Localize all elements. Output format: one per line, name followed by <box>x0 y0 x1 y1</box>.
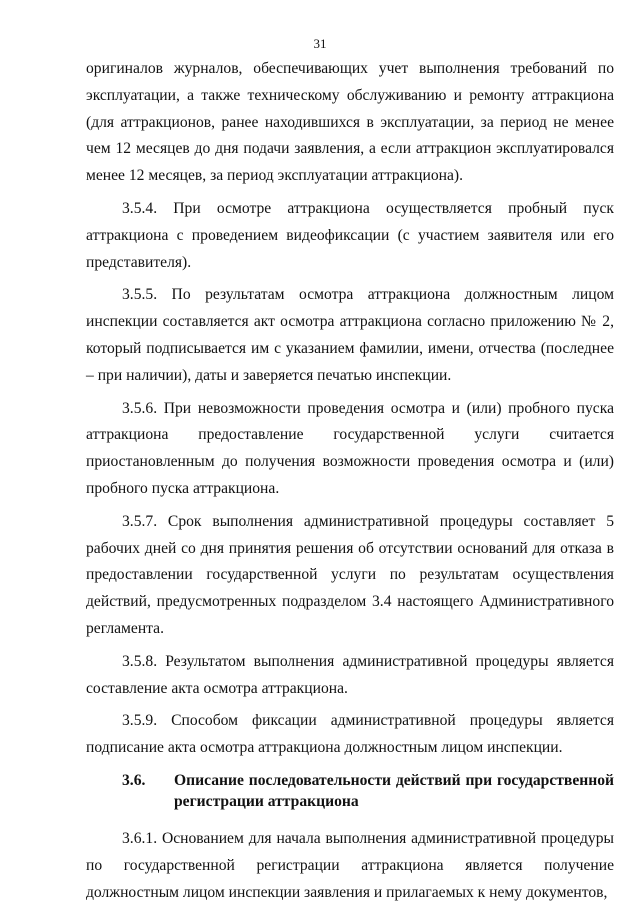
paragraph-continuation: оригиналов журналов, обеспечивающих учет выполнения требований по эксплуатации, а также техническому обслуживанию и ремонту аттракциона (для аттракционов, ранее находившихся в эксплуатации, за период не менее чем 12 месяцев до дня подачи заявления, а если аттракцион эксплуатировался менее 12 месяцев, за период эксплуатации аттракциона). <box>86 60 614 185</box>
section-heading-title: Описание последовательности действий при государственной регистрации аттракциона <box>174 771 614 810</box>
section-heading <box>86 770 614 812</box>
paragraph-3-5-9: 3.5.9. Способом фиксации административной процедуры является подписание акта осмотра аттракциона должностным лицом инспекции. <box>86 712 614 757</box>
paragraph-3-5-8: 3.5.8. Результатом выполнения административной процедуры является составление акта осмотра аттракциона. <box>86 652 614 697</box>
paragraph-3-5-5: 3.5.5. По результатам осмотра аттракциона должностным лицом инспекции составляется акт осмотра аттракциона согласно приложению № 2, который подписывается им с указанием фамилии, имени, отчества (последнее – при наличии), даты и заверяется печатью инспекции. <box>86 286 614 384</box>
paragraph-3-5-7: 3.5.7. Срок выполнения административной процедуры составляет 5 рабочих дней со дня принятия решения об отсутствии оснований для отказа в предоставлении государственной услуги по результатам осуществления действий, предусмотренных подразделом 3.4 настоящего Административного регламента. <box>86 512 614 637</box>
page-content <box>86 56 614 912</box>
paragraph-3-6-1: 3.6.1. Основанием для начала выполнения административной процедуры по государственной регистрации аттракциона является получение должностным лицом инспекции заявления и прилагаемых к нему документов, <box>86 829 614 901</box>
paragraph-3-5-6: 3.5.6. При невозможности проведения осмотра и (или) пробного пуска аттракциона предоставление государственной услуги считается приостановленным до получения возможности проведения осмотра и (или) пробного пуска аттракциона. <box>86 399 614 497</box>
section-heading-number: 3.6. <box>122 771 146 789</box>
page-number: 31 <box>313 36 327 51</box>
paragraph-3-5-4: 3.5.4. При осмотре аттракциона осуществляется пробный пуск аттракциона с проведением видеофиксации (с участием заявителя или его представителя). <box>86 199 614 271</box>
